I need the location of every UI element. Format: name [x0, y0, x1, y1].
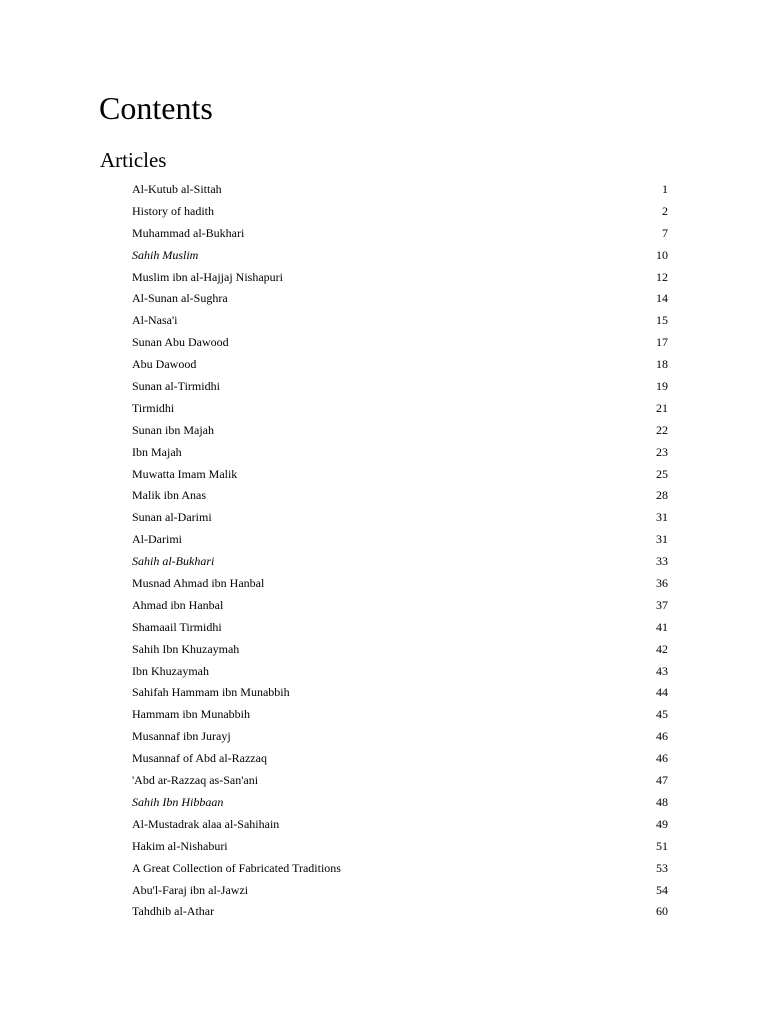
toc-entry-page-number: 46 [656, 751, 668, 766]
toc-entry-title: Sahifah Hammam ibn Munabbih [132, 685, 290, 700]
toc-entry[interactable] [132, 420, 668, 442]
toc-entry-title: Sahih Ibn Hibbaan [132, 794, 224, 809]
toc-entry-title: Abu Dawood [132, 357, 197, 372]
toc-entry-page-number: 28 [656, 488, 668, 503]
toc-entry[interactable] [132, 332, 668, 354]
toc-entry-title: Al-Sunan al-Sughra [132, 291, 228, 306]
toc-entry-title: Musannaf of Abd al-Razzaq [132, 751, 267, 766]
toc-entry-page-number: 25 [656, 466, 668, 481]
toc-entry-page-number: 15 [656, 313, 668, 328]
toc-entry-page-number: 2 [662, 203, 668, 218]
toc-entry-title: Al-Kutub al-Sittah [132, 182, 222, 196]
toc-entry[interactable] [132, 814, 668, 836]
toc-entry[interactable] [132, 464, 668, 486]
toc-entry-title: Tahdhib al-Athar [132, 904, 215, 919]
toc-entry[interactable] [132, 485, 668, 507]
toc-entry-page-number: 60 [656, 904, 668, 919]
toc-entry-title: 'Abd ar-Razzaq as-San'ani [132, 773, 259, 788]
toc-entry-page-number: 21 [656, 400, 668, 415]
toc-entry-title: Muslim ibn al-Hajjaj Nishapuri [132, 269, 283, 284]
toc-entry-page-number: 12 [656, 269, 668, 284]
page-title: Contents [99, 90, 213, 126]
table-of-contents [132, 179, 668, 923]
toc-entry-title: Ahmad ibn Hanbal [132, 597, 224, 612]
toc-entry[interactable] [132, 310, 668, 332]
toc-entry-title: Shamaail Tirmidhi [132, 619, 222, 634]
toc-entry-page-number: 17 [656, 335, 668, 350]
toc-entry-page-number: 45 [656, 707, 668, 722]
toc-entry-title: Sahih Muslim [132, 247, 199, 262]
toc-entry[interactable] [132, 901, 668, 923]
toc-entry-page-number: 44 [656, 685, 668, 700]
toc-entry-page-number: 49 [656, 816, 668, 831]
toc-entry-title: Hakim al-Nishaburi [132, 838, 228, 853]
toc-entry[interactable] [132, 639, 668, 661]
toc-entry[interactable] [132, 792, 668, 814]
toc-entry-page-number: 41 [656, 619, 668, 634]
toc-entry-page-number: 33 [656, 554, 668, 569]
toc-entry-page-number: 31 [656, 532, 668, 547]
toc-entry-page-number: 37 [656, 597, 668, 612]
toc-entry[interactable] [132, 376, 668, 398]
toc-entry[interactable] [132, 704, 668, 726]
toc-entry[interactable] [132, 682, 668, 704]
toc-entry-page-number: 43 [656, 663, 668, 678]
toc-entry[interactable] [132, 573, 668, 595]
toc-entry-title: Abu'l-Faraj ibn al-Jawzi [132, 882, 249, 897]
toc-entry-page-number: 7 [662, 225, 668, 240]
toc-entry-title: Musnad Ahmad ibn Hanbal [132, 576, 265, 591]
toc-entry-page-number: 48 [656, 794, 668, 809]
toc-entry[interactable] [132, 201, 668, 223]
toc-entry[interactable] [132, 179, 668, 201]
toc-entry-page-number: 23 [656, 444, 668, 459]
toc-entry-title: Sahih al-Bukhari [132, 554, 215, 569]
toc-entry[interactable] [132, 442, 668, 464]
toc-entry-page-number: 31 [656, 510, 668, 525]
toc-entry-page-number: 10 [656, 247, 668, 262]
toc-entry[interactable] [132, 551, 668, 573]
toc-entry-title: Malik ibn Anas [132, 488, 206, 503]
toc-entry[interactable] [132, 267, 668, 289]
toc-entry[interactable] [132, 858, 668, 880]
toc-entry-title: Muwatta Imam Malik [132, 466, 238, 481]
toc-entry-title: Sunan al-Tirmidhi [132, 379, 220, 394]
toc-entry[interactable] [132, 836, 668, 858]
toc-entry-title: Al-Mustadrak alaa al-Sahihain [132, 816, 280, 831]
toc-entry-title: Hammam ibn Munabbih [132, 707, 250, 722]
toc-entry-page-number: 46 [656, 729, 668, 744]
toc-entry-title: Muhammad al-Bukhari [132, 225, 245, 240]
toc-entry[interactable] [132, 223, 668, 245]
toc-entry-title: Tirmidhi [132, 400, 175, 415]
toc-entry-title: Sunan al-Darimi [132, 510, 212, 525]
toc-entry[interactable] [132, 507, 668, 529]
toc-entry[interactable] [132, 770, 668, 792]
toc-entry[interactable] [132, 617, 668, 639]
toc-entry-page-number: 14 [656, 291, 668, 306]
toc-entry[interactable] [132, 529, 668, 551]
toc-entry-page-number: 22 [656, 422, 668, 437]
toc-entry[interactable] [132, 748, 668, 770]
toc-entry[interactable] [132, 398, 668, 420]
toc-entry-page-number: 51 [656, 838, 668, 853]
toc-entry-title: Sunan Abu Dawood [132, 335, 229, 350]
toc-entry[interactable] [132, 288, 668, 310]
toc-entry-title: Sunan ibn Majah [132, 422, 214, 437]
toc-entry[interactable] [132, 595, 668, 617]
toc-entry-title: Ibn Khuzaymah [132, 663, 209, 678]
toc-entry-page-number: 42 [656, 641, 668, 656]
toc-entry-page-number: 18 [656, 357, 668, 372]
toc-entry-title: Musannaf ibn Jurayj [132, 729, 231, 744]
toc-entry-title: Al-Darimi [132, 532, 182, 547]
toc-entry-title: History of hadith [132, 203, 214, 218]
toc-entry[interactable] [132, 245, 668, 267]
toc-entry-page-number: 1 [662, 182, 668, 196]
toc-entry-page-number: 36 [656, 576, 668, 591]
toc-entry-page-number: 53 [656, 860, 668, 875]
section-heading: Articles [100, 148, 167, 172]
toc-entry-page-number: 54 [656, 882, 668, 897]
toc-entry-page-number: 47 [656, 773, 668, 788]
toc-entry-title: Al-Nasa'i [132, 313, 178, 328]
toc-entry-title: Sahih Ibn Khuzaymah [132, 641, 240, 656]
toc-entry[interactable] [132, 354, 668, 376]
toc-entry[interactable] [132, 726, 668, 748]
toc-entry[interactable] [132, 661, 668, 683]
toc-entry-title: Ibn Majah [132, 444, 182, 459]
toc-entry-page-number: 19 [656, 379, 668, 394]
toc-entry-title: A Great Collection of Fabricated Traditions [132, 860, 341, 875]
toc-entry[interactable] [132, 880, 668, 902]
